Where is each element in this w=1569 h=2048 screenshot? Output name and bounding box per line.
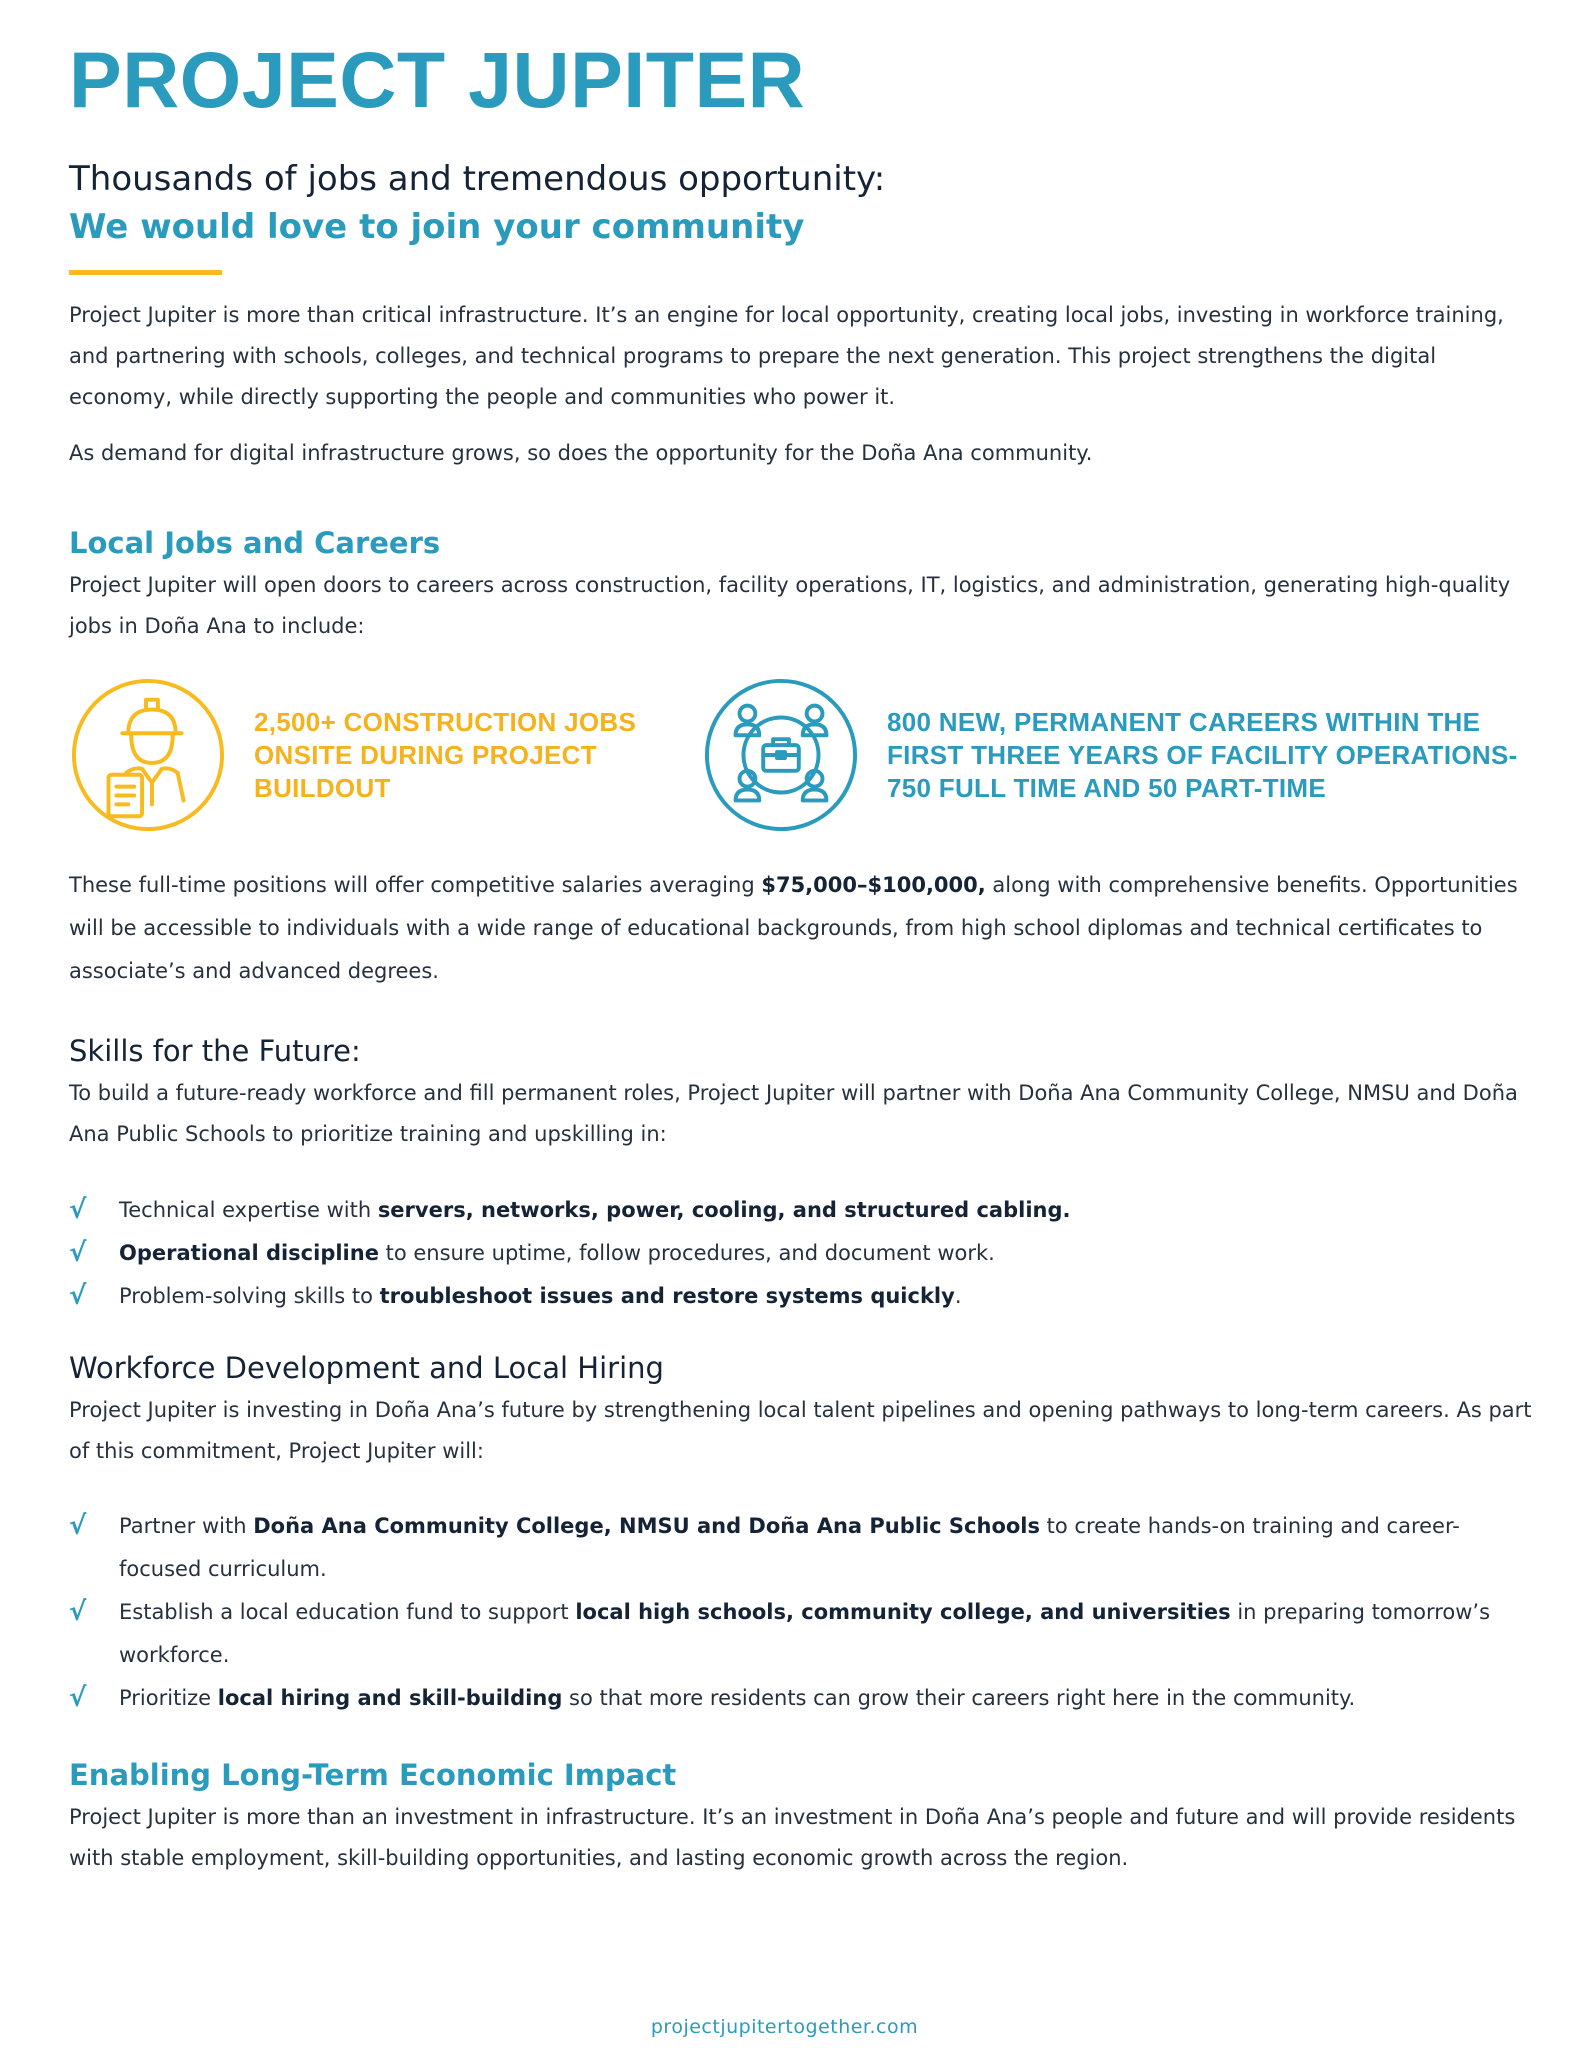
impact-heading: Enabling Long-Term Economic Impact <box>69 1758 677 1792</box>
skills-checklist <box>69 1189 1539 1318</box>
list-item <box>69 1677 1539 1720</box>
list-item-text: . <box>954 1284 962 1308</box>
page-subtitle: Thousands of jobs and tremendous opportunity: <box>69 159 886 199</box>
list-item-bold: local high schools, community college, and universities <box>575 1600 1231 1624</box>
document-content <box>69 32 1539 1879</box>
list-item <box>69 1275 1539 1318</box>
skills-heading: Skills for the Future: <box>69 1034 361 1068</box>
checkmark-icon: √ <box>69 1683 87 1713</box>
workforce-checklist <box>69 1505 1539 1720</box>
salary-text-post: along with comprehensive benefits. Opportunities will be accessible to individuals with a wide range of educational backgrounds, from high school diplomas and technical certificates to associate’s and advanced degrees. <box>69 873 1518 983</box>
list-item-text: Prioritize <box>119 1686 218 1710</box>
stat-permanent-careers-text: 800 NEW, PERMANENT CAREERS WITHIN THE FIRST THREE YEARS OF FACILITY OPERATIONS- 750 FULL TIME AND 50 PART-TIME <box>887 706 1518 803</box>
list-item <box>69 1189 1539 1232</box>
list-item-text: Establish a local education fund to support <box>119 1600 576 1624</box>
page-subtitle-accent: We would love to join your community <box>69 207 805 247</box>
skills-paragraph: To build a future-ready workforce and fill permanent roles, Project Jupiter will partner with Doña Ana Community College, NMSU and Doña Ana Public Schools to prioritize training and upskilling in: <box>69 1081 1518 1146</box>
list-item <box>69 1505 1539 1591</box>
checkmark-icon: √ <box>69 1511 87 1541</box>
checkmark-icon: √ <box>69 1238 87 1268</box>
list-item-text: Technical expertise with <box>119 1198 378 1222</box>
checkmark-icon: √ <box>69 1281 87 1311</box>
list-item-bold: Doña Ana Community College, NMSU and Doña Ana Public Schools <box>253 1514 1040 1538</box>
list-item-text: to ensure uptime, follow procedures, and document work. <box>378 1241 995 1265</box>
list-item-bold: local hiring and skill-building <box>217 1686 563 1710</box>
title-divider <box>69 270 222 275</box>
list-item-text: Problem-solving skills to <box>119 1284 380 1308</box>
page-title: PROJECT JUPITER <box>69 35 806 124</box>
stat-permanent-careers <box>702 675 1539 835</box>
team-briefcase-icon <box>702 676 860 834</box>
list-item-text: so that more residents can grow their careers right here in the community. <box>562 1686 1356 1710</box>
list-item-bold: Operational discipline <box>119 1241 379 1265</box>
list-item-bold: troubleshoot issues and restore systems quickly <box>379 1284 955 1308</box>
intro-paragraph-1: Project Jupiter is more than critical infrastructure. It’s an engine for local opportunity, creating local jobs, investing in workforce training, and partnering with schools, colleges, and technical programs to prepare the next generation. This project strengthens the digital economy, while directly supporting the people and communities who power it. <box>69 303 1504 409</box>
intro-paragraph-2: As demand for digital infrastructure grows, so does the opportunity for the Doña Ana community. <box>69 441 1093 465</box>
checkmark-icon: √ <box>69 1597 87 1627</box>
list-item <box>69 1591 1539 1677</box>
workforce-paragraph: Project Jupiter is investing in Doña Ana’s future by strengthening local talent pipelines and opening pathways to long-term careers. As part of this commitment, Project Jupiter will: <box>69 1398 1532 1463</box>
jobs-paragraph: Project Jupiter will open doors to careers across construction, facility operations, IT, logistics, and administration, generating high-quality jobs in Doña Ana to include: <box>69 573 1511 638</box>
list-item-bold: servers, networks, power, cooling, and structured cabling. <box>377 1198 1071 1222</box>
footer-url-link[interactable]: projectjupitertogether.com <box>650 2016 919 2038</box>
salary-range: $75,000–$100,000, <box>761 873 986 897</box>
checkmark-icon: √ <box>69 1195 87 1225</box>
salary-text-pre: These full-time positions will offer competitive salaries averaging <box>69 873 762 897</box>
stat-construction-jobs-text: 2,500+ CONSTRUCTION JOBS ONSITE DURING PROJECT BUILDOUT <box>254 706 637 803</box>
list-item-text: to create hands-on training and career-focused curriculum. <box>119 1514 1460 1581</box>
list-item-text: Partner with <box>119 1514 254 1538</box>
impact-paragraph: Project Jupiter is more than an investment in infrastructure. It’s an investment in Doña Ana’s people and future and will provide residents with stable employment, skill-building opportunities, and lasting economic growth across the region. <box>69 1805 1516 1870</box>
stat-construction-jobs <box>69 675 702 835</box>
list-item-text: in preparing tomorrow’s workforce. <box>119 1600 1491 1667</box>
job-stats <box>69 675 1539 835</box>
salary-paragraph <box>69 864 1539 993</box>
construction-worker-icon <box>69 676 227 834</box>
list-item <box>69 1232 1539 1275</box>
jobs-heading: Local Jobs and Careers <box>69 526 441 560</box>
workforce-heading: Workforce Development and Local Hiring <box>69 1351 664 1385</box>
